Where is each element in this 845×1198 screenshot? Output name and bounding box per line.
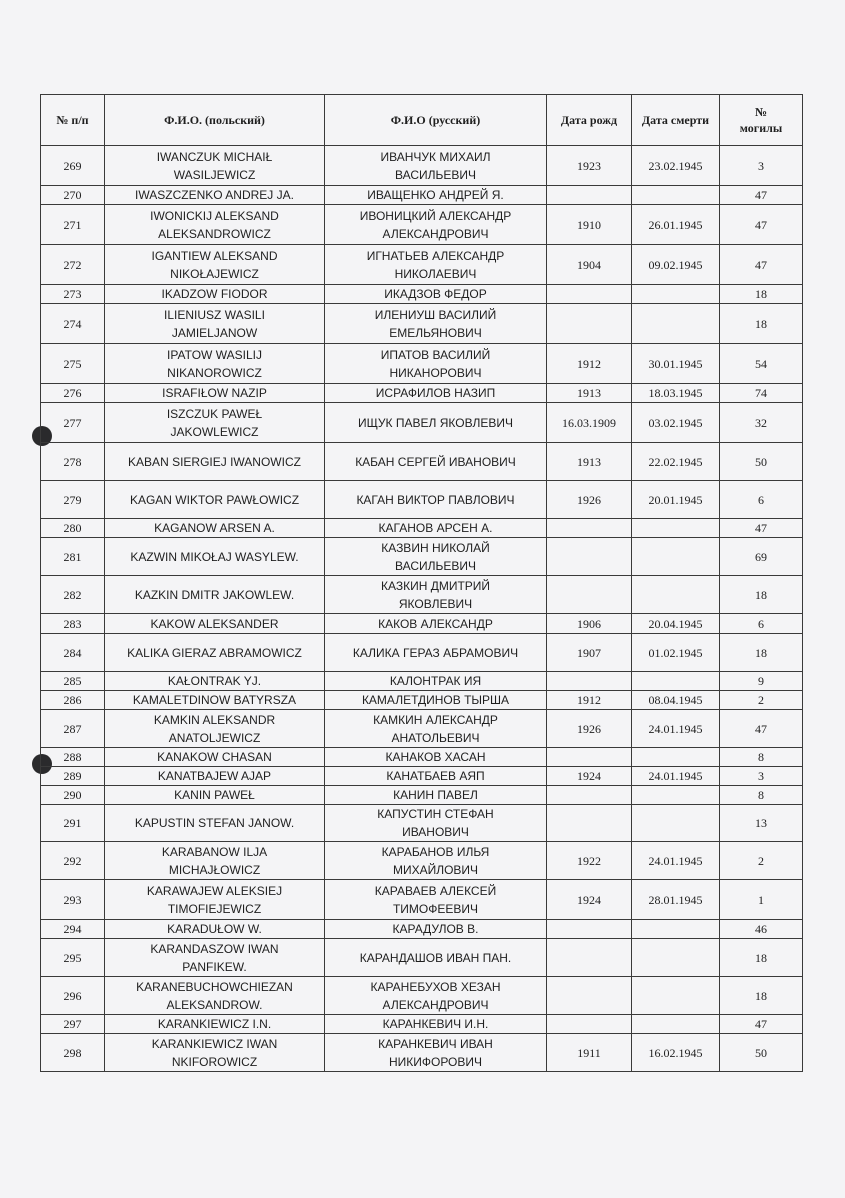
cell-pl: KAGAN WIKTOR PAWŁOWICZ (105, 481, 325, 519)
cell-death (632, 939, 720, 977)
cell-grave: 3 (720, 146, 803, 186)
cell-pl: IWASZCZENKO ANDREJ JA. (105, 186, 325, 205)
cell-ru: КАРАНДАШОВ ИВАН ПАН. (325, 939, 547, 977)
cell-death: 20.04.1945 (632, 614, 720, 634)
cell-birth: 1906 (547, 614, 632, 634)
cell-pl: ISZCZUK PAWEŁ JAKOWLEWICZ (105, 403, 325, 443)
cell-ru: ИВАНЧУК МИХАИЛ ВАСИЛЬЕВИЧ (325, 146, 547, 186)
cell-grave: 13 (720, 805, 803, 842)
cell-death: 01.02.1945 (632, 634, 720, 672)
cell-pl: KABAN SIERGIEJ IWANOWICZ (105, 443, 325, 481)
cell-pl: KAŁONTRAK YJ. (105, 672, 325, 691)
cell-pl: KAZWIN MIKOŁAJ WASYLEW. (105, 538, 325, 576)
cell-grave: 9 (720, 672, 803, 691)
cell-grave: 18 (720, 939, 803, 977)
cell-grave: 54 (720, 344, 803, 384)
cell-grave: 47 (720, 186, 803, 205)
cell-birth (547, 576, 632, 614)
cell-death: 24.01.1945 (632, 767, 720, 786)
burial-register-table (40, 94, 803, 1072)
cell-ru: ИЛЕНИУШ ВАСИЛИЙ ЕМЕЛЬЯНОВИЧ (325, 304, 547, 344)
cell-death (632, 576, 720, 614)
cell-grave: 2 (720, 842, 803, 880)
table-row (41, 977, 803, 1015)
cell-death: 08.04.1945 (632, 691, 720, 710)
cell-num: 295 (41, 939, 105, 977)
cell-num: 269 (41, 146, 105, 186)
cell-num: 279 (41, 481, 105, 519)
cell-ru: КАРАНКЕВИЧ И.Н. (325, 1015, 547, 1034)
table-row (41, 672, 803, 691)
cell-grave: 47 (720, 245, 803, 285)
cell-ru: ИВАЩЕНКО АНДРЕЙ Я. (325, 186, 547, 205)
cell-pl: KARANDASZOW IWAN PANFIKEW. (105, 939, 325, 977)
cell-birth (547, 538, 632, 576)
cell-pl: KANATBAJEW AJAP (105, 767, 325, 786)
cell-num: 288 (41, 748, 105, 767)
cell-birth: 1926 (547, 710, 632, 748)
cell-birth: 1922 (547, 842, 632, 880)
cell-num: 280 (41, 519, 105, 538)
cell-num: 296 (41, 977, 105, 1015)
cell-birth (547, 920, 632, 939)
cell-num: 286 (41, 691, 105, 710)
cell-ru: КАГАНОВ АРСЕН А. (325, 519, 547, 538)
cell-death: 23.02.1945 (632, 146, 720, 186)
cell-ru: КАНАКОВ ХАСАН (325, 748, 547, 767)
cell-birth: 16.03.1909 (547, 403, 632, 443)
cell-pl: ILIENIUSZ WASILI JAMIELJANOW (105, 304, 325, 344)
cell-death (632, 1015, 720, 1034)
cell-ru: КАМАЛЕТДИНОВ ТЫРША (325, 691, 547, 710)
cell-grave: 32 (720, 403, 803, 443)
cell-grave: 47 (720, 519, 803, 538)
cell-pl: ISRAFIŁOW NAZIP (105, 384, 325, 403)
cell-num: 289 (41, 767, 105, 786)
cell-pl: IWANCZUK MICHAIŁ WASILJEWICZ (105, 146, 325, 186)
cell-pl: KAZKIN DMITR JAKOWLEW. (105, 576, 325, 614)
table-row (41, 344, 803, 384)
table-row (41, 805, 803, 842)
cell-death: 22.02.1945 (632, 443, 720, 481)
cell-num: 293 (41, 880, 105, 920)
cell-pl: KAGANOW ARSEN A. (105, 519, 325, 538)
cell-ru: КАГАН ВИКТОР ПАВЛОВИЧ (325, 481, 547, 519)
cell-birth: 1912 (547, 691, 632, 710)
cell-pl: KARANEBUCHOWCHIEZAN ALEKSANDROW. (105, 977, 325, 1015)
cell-birth: 1910 (547, 205, 632, 245)
cell-pl: IWONICKIJ ALEKSAND ALEKSANDROWICZ (105, 205, 325, 245)
cell-ru: КАЗКИН ДМИТРИЙ ЯКОВЛЕВИЧ (325, 576, 547, 614)
cell-num: 270 (41, 186, 105, 205)
cell-grave: 18 (720, 977, 803, 1015)
cell-birth: 1913 (547, 384, 632, 403)
table-row (41, 634, 803, 672)
cell-pl: KARANKIEWICZ IWAN NKIFOROWICZ (105, 1034, 325, 1072)
cell-ru: КАРАНЕБУХОВ ХЕЗАН АЛЕКСАНДРОВИЧ (325, 977, 547, 1015)
cell-ru: ИГНАТЬЕВ АЛЕКСАНДР НИКОЛАЕВИЧ (325, 245, 547, 285)
cell-pl: KARAWAJEW ALEKSIEJ TIMOFIEJEWICZ (105, 880, 325, 920)
cell-birth: 1923 (547, 146, 632, 186)
cell-ru: КАЛИКА ГЕРАЗ АБРАМОВИЧ (325, 634, 547, 672)
table-row (41, 186, 803, 205)
cell-death (632, 304, 720, 344)
table-row (41, 285, 803, 304)
cell-ru: КАЛОНТРАК ИЯ (325, 672, 547, 691)
cell-grave: 8 (720, 786, 803, 805)
cell-grave: 46 (720, 920, 803, 939)
cell-grave: 50 (720, 1034, 803, 1072)
cell-death: 16.02.1945 (632, 1034, 720, 1072)
cell-death (632, 538, 720, 576)
header-num: № п/п (41, 95, 105, 146)
cell-death: 24.01.1945 (632, 710, 720, 748)
cell-birth (547, 786, 632, 805)
cell-num: 281 (41, 538, 105, 576)
table-row (41, 614, 803, 634)
table-row (41, 880, 803, 920)
table-row (41, 443, 803, 481)
cell-num: 290 (41, 786, 105, 805)
cell-pl: KALIKA GIERAZ ABRAMOWICZ (105, 634, 325, 672)
header-birth-date: Дата рожд (547, 95, 632, 146)
cell-ru: КАНИН ПАВЕЛ (325, 786, 547, 805)
cell-num: 283 (41, 614, 105, 634)
table-row (41, 786, 803, 805)
cell-birth: 1924 (547, 880, 632, 920)
cell-birth (547, 519, 632, 538)
table-row (41, 842, 803, 880)
cell-ru: ИКАДЗОВ ФЕДОР (325, 285, 547, 304)
cell-birth: 1912 (547, 344, 632, 384)
cell-ru: КАНАТБАЕВ АЯП (325, 767, 547, 786)
cell-ru: КАРАБАНОВ ИЛЬЯ МИХАЙЛОВИЧ (325, 842, 547, 880)
cell-ru: ИЩУК ПАВЕЛ ЯКОВЛЕВИЧ (325, 403, 547, 443)
header-death-date: Дата смерти (632, 95, 720, 146)
cell-num: 294 (41, 920, 105, 939)
table-row (41, 939, 803, 977)
table-row (41, 748, 803, 767)
cell-num: 297 (41, 1015, 105, 1034)
cell-pl: KARABANOW ILJA MICHAJŁOWICZ (105, 842, 325, 880)
cell-grave: 18 (720, 634, 803, 672)
cell-pl: KAPUSTIN STEFAN JANOW. (105, 805, 325, 842)
table-body (41, 146, 803, 1072)
cell-ru: КАКОВ АЛЕКСАНДР (325, 614, 547, 634)
cell-pl: IPATOW WASILIJ NIKANOROWICZ (105, 344, 325, 384)
cell-birth (547, 939, 632, 977)
cell-death: 18.03.1945 (632, 384, 720, 403)
cell-pl: KAMKIN ALEKSANDR ANATOLJEWICZ (105, 710, 325, 748)
cell-birth (547, 672, 632, 691)
cell-grave: 6 (720, 614, 803, 634)
cell-grave: 2 (720, 691, 803, 710)
cell-death: 28.01.1945 (632, 880, 720, 920)
table-row (41, 691, 803, 710)
cell-grave: 50 (720, 443, 803, 481)
cell-birth: 1911 (547, 1034, 632, 1072)
table-row (41, 403, 803, 443)
cell-death: 03.02.1945 (632, 403, 720, 443)
cell-pl: KAMALETDINOW BATYRSZA (105, 691, 325, 710)
cell-pl: IKADZOW FIODOR (105, 285, 325, 304)
cell-grave: 8 (720, 748, 803, 767)
cell-birth (547, 304, 632, 344)
cell-ru: КАЗВИН НИКОЛАЙ ВАСИЛЬЕВИЧ (325, 538, 547, 576)
table-row (41, 710, 803, 748)
cell-grave: 18 (720, 304, 803, 344)
cell-birth (547, 977, 632, 1015)
cell-grave: 47 (720, 1015, 803, 1034)
cell-birth: 1913 (547, 443, 632, 481)
cell-death: 30.01.1945 (632, 344, 720, 384)
cell-death: 09.02.1945 (632, 245, 720, 285)
cell-num: 287 (41, 710, 105, 748)
cell-num: 298 (41, 1034, 105, 1072)
cell-num: 282 (41, 576, 105, 614)
table-row (41, 146, 803, 186)
cell-birth (547, 285, 632, 304)
cell-death: 26.01.1945 (632, 205, 720, 245)
cell-grave: 1 (720, 880, 803, 920)
cell-num: 274 (41, 304, 105, 344)
cell-death (632, 519, 720, 538)
cell-death: 20.01.1945 (632, 481, 720, 519)
cell-death: 24.01.1945 (632, 842, 720, 880)
table-row (41, 481, 803, 519)
cell-death (632, 920, 720, 939)
cell-num: 271 (41, 205, 105, 245)
table-row (41, 767, 803, 786)
cell-birth (547, 1015, 632, 1034)
cell-ru: КАРАДУЛОВ В. (325, 920, 547, 939)
cell-num: 275 (41, 344, 105, 384)
cell-ru: КАРАВАЕВ АЛЕКСЕЙ ТИМОФЕЕВИЧ (325, 880, 547, 920)
cell-birth (547, 805, 632, 842)
cell-num: 277 (41, 403, 105, 443)
cell-num: 292 (41, 842, 105, 880)
table-row (41, 205, 803, 245)
cell-grave: 47 (720, 205, 803, 245)
cell-pl: KARADUŁOW W. (105, 920, 325, 939)
header-name-russian: Ф.И.О (русский) (325, 95, 547, 146)
cell-death (632, 805, 720, 842)
cell-num: 285 (41, 672, 105, 691)
cell-num: 276 (41, 384, 105, 403)
cell-grave: 74 (720, 384, 803, 403)
cell-num: 284 (41, 634, 105, 672)
cell-grave: 18 (720, 285, 803, 304)
cell-pl: KANIN PAWEŁ (105, 786, 325, 805)
table-row (41, 384, 803, 403)
cell-ru: ИСРАФИЛОВ НАЗИП (325, 384, 547, 403)
cell-num: 273 (41, 285, 105, 304)
cell-birth: 1924 (547, 767, 632, 786)
table-row (41, 245, 803, 285)
cell-birth (547, 748, 632, 767)
cell-grave: 6 (720, 481, 803, 519)
cell-grave: 47 (720, 710, 803, 748)
table-row (41, 920, 803, 939)
cell-birth: 1926 (547, 481, 632, 519)
cell-death (632, 977, 720, 1015)
cell-pl: IGANTIEW ALEKSAND NIKOŁAJEWICZ (105, 245, 325, 285)
cell-death (632, 186, 720, 205)
cell-num: 291 (41, 805, 105, 842)
cell-ru: ИПАТОВ ВАСИЛИЙ НИКАНОРОВИЧ (325, 344, 547, 384)
cell-grave: 18 (720, 576, 803, 614)
cell-birth: 1907 (547, 634, 632, 672)
cell-ru: КАПУСТИН СТЕФАН ИВАНОВИЧ (325, 805, 547, 842)
cell-ru: КАРАНКЕВИЧ ИВАН НИКИФОРОВИЧ (325, 1034, 547, 1072)
cell-ru: ИВОНИЦКИЙ АЛЕКСАНДР АЛЕКСАНДРОВИЧ (325, 205, 547, 245)
cell-birth: 1904 (547, 245, 632, 285)
cell-death (632, 786, 720, 805)
table-row (41, 538, 803, 576)
cell-num: 278 (41, 443, 105, 481)
table-row (41, 1034, 803, 1072)
cell-birth (547, 186, 632, 205)
cell-pl: KARANKIEWICZ I.N. (105, 1015, 325, 1034)
cell-ru: КАМКИН АЛЕКСАНДР АНАТОЛЬЕВИЧ (325, 710, 547, 748)
table-row (41, 304, 803, 344)
table-row (41, 519, 803, 538)
cell-ru: КАБАН СЕРГЕЙ ИВАНОВИЧ (325, 443, 547, 481)
header-grave-number: № могилы (720, 95, 803, 146)
cell-grave: 3 (720, 767, 803, 786)
cell-num: 272 (41, 245, 105, 285)
table-row (41, 576, 803, 614)
cell-death (632, 748, 720, 767)
cell-death (632, 672, 720, 691)
cell-pl: KAKOW ALEKSANDER (105, 614, 325, 634)
cell-grave: 69 (720, 538, 803, 576)
header-name-polish: Ф.И.О. (польский) (105, 95, 325, 146)
cell-death (632, 285, 720, 304)
table-header (41, 95, 803, 146)
cell-pl: KANAKOW CHASAN (105, 748, 325, 767)
table-row (41, 1015, 803, 1034)
